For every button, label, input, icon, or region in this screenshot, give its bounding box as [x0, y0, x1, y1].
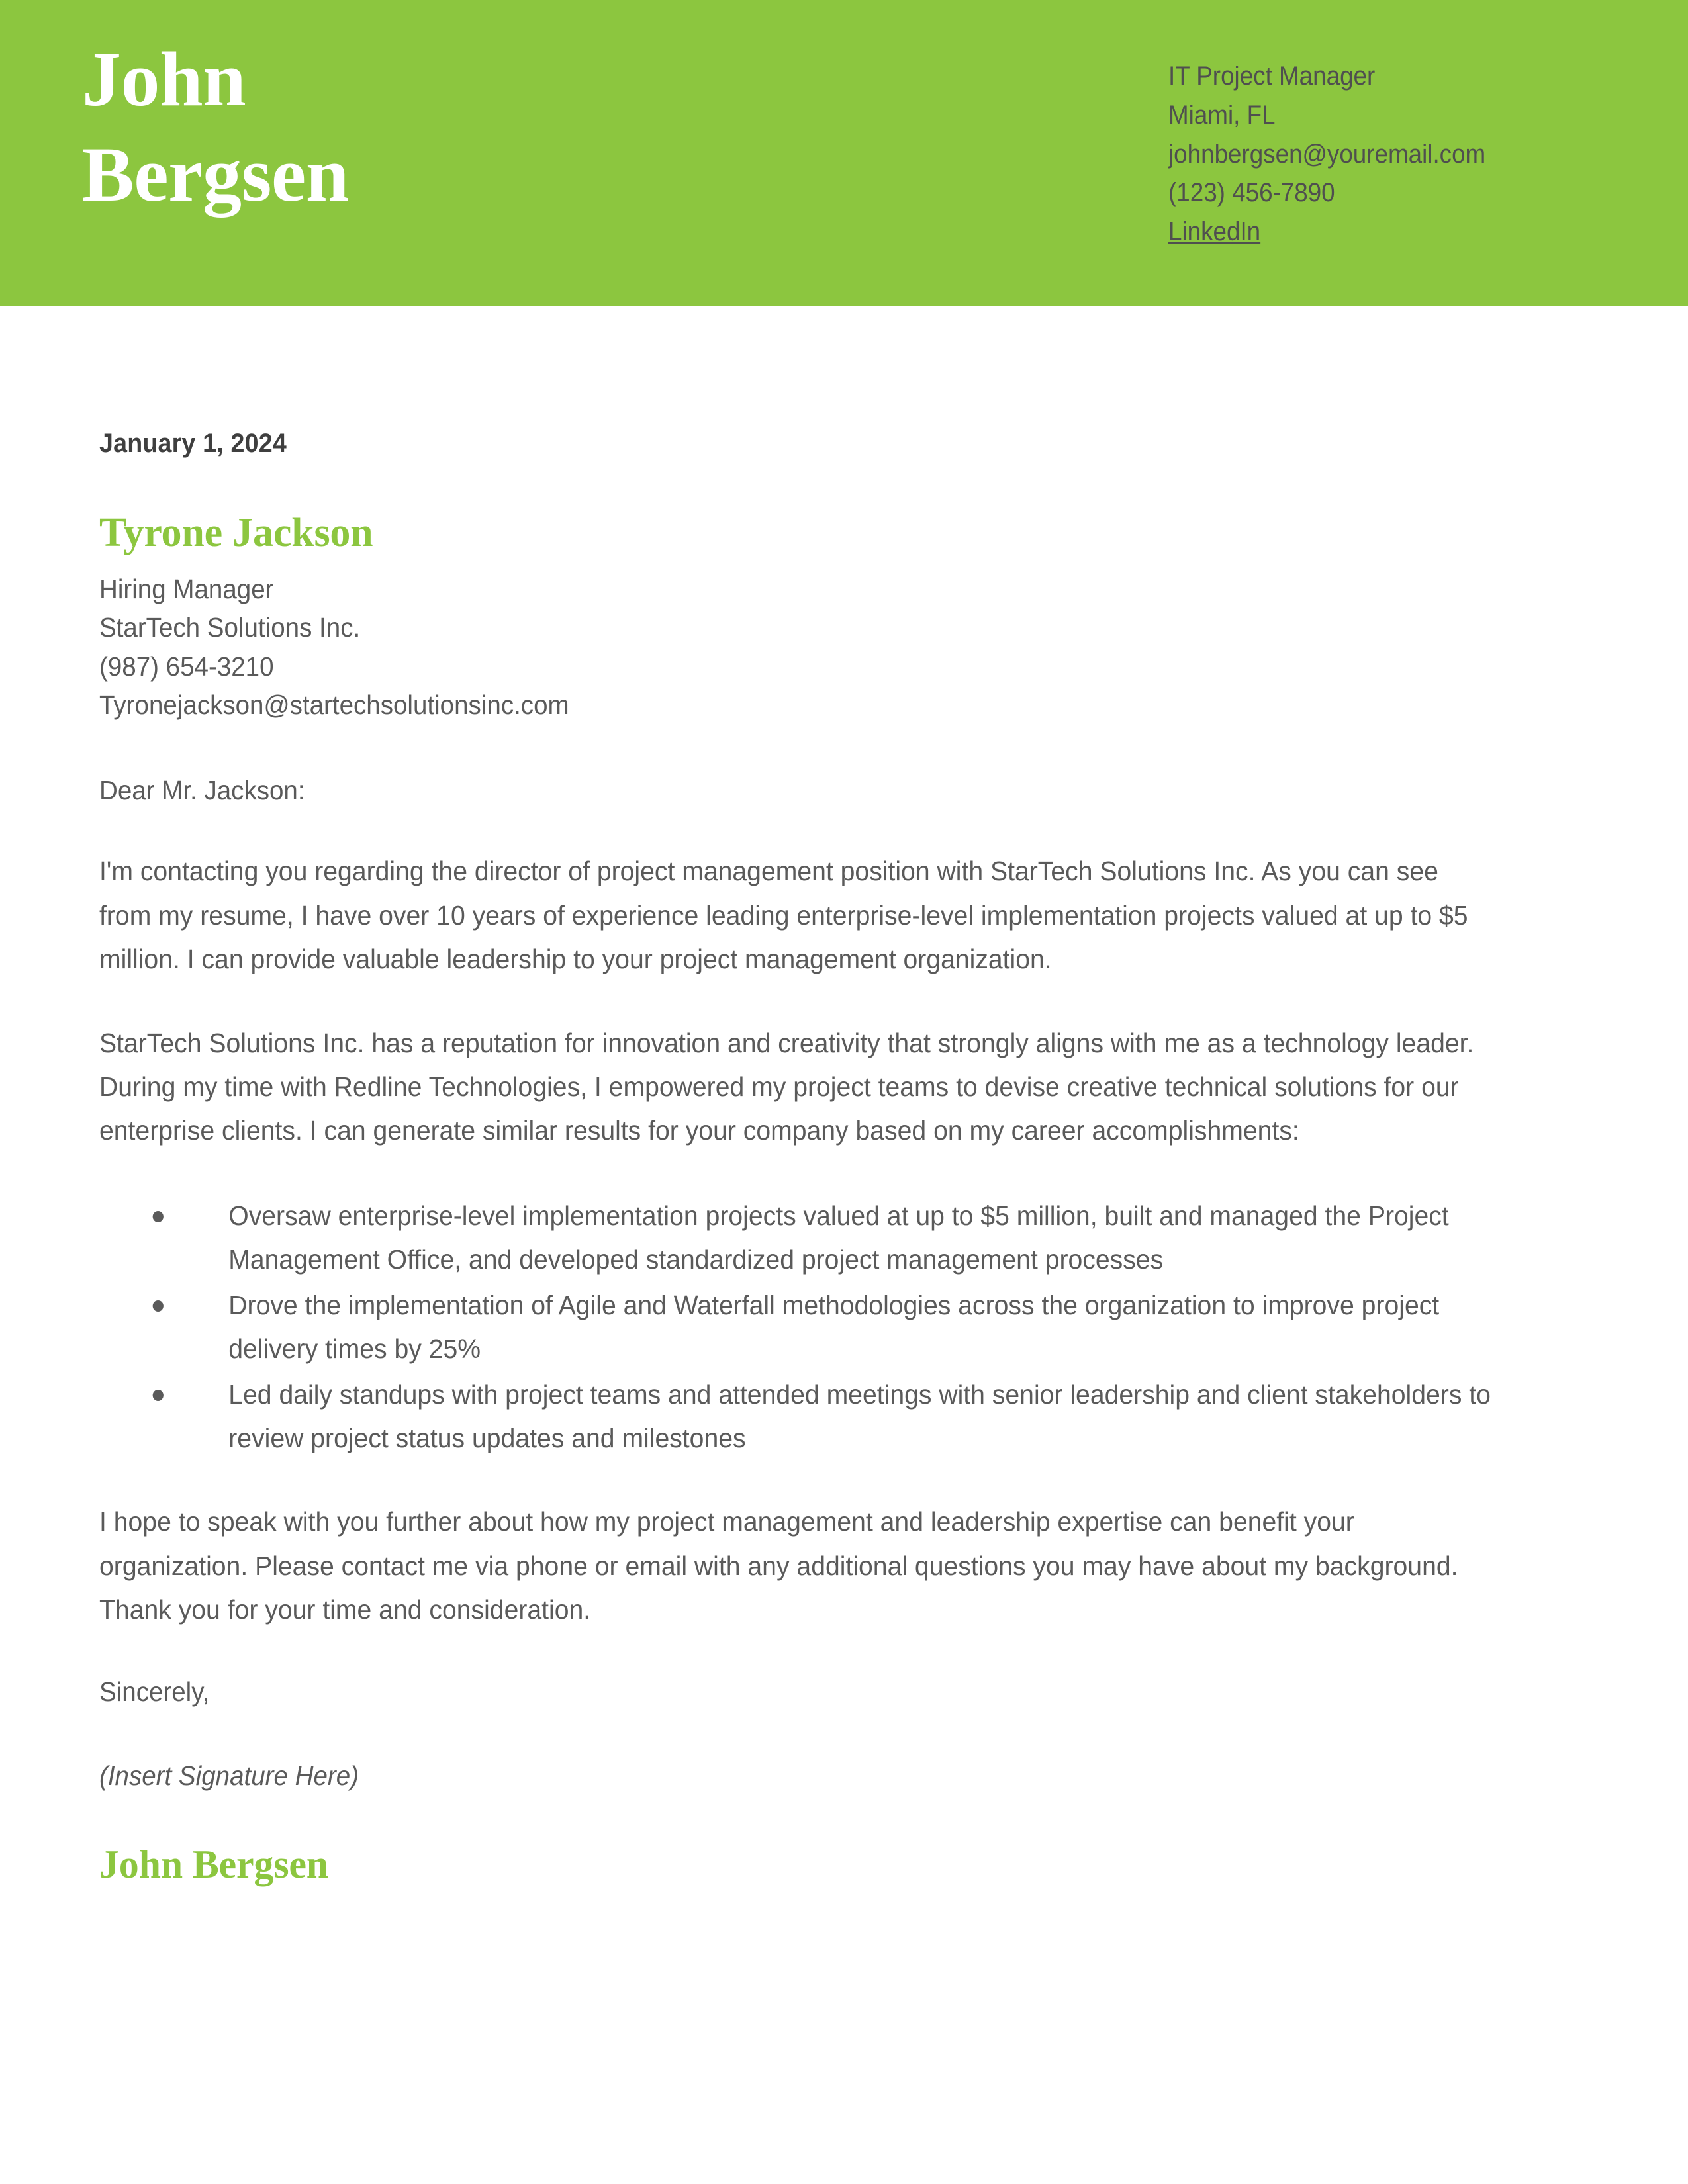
bullet-dot-icon	[153, 1300, 164, 1312]
signature-placeholder: (Insert Signature Here)	[99, 1760, 359, 1791]
signature-name: John Bergsen	[99, 1843, 328, 1887]
header-name-last: Bergsen	[82, 130, 349, 218]
letter-salutation: Dear Mr. Jackson:	[99, 775, 305, 806]
recipient-title: Hiring Manager	[99, 574, 274, 605]
header-candidate-name	[82, 32, 744, 222]
contact-job-title: IT Project Manager	[1168, 62, 1376, 91]
bullet-dot-icon	[153, 1211, 164, 1222]
list-item	[134, 1373, 1493, 1461]
letter-date: January 1, 2024	[99, 429, 287, 458]
header-name-first: John	[82, 36, 246, 122]
letter-body	[99, 429, 1529, 1886]
contact-email[interactable]: johnbergsen@youremail.com	[1168, 139, 1486, 169]
list-item	[134, 1194, 1493, 1282]
recipient-phone: (987) 654-3210	[99, 651, 274, 682]
contact-phone[interactable]: (123) 456-7890	[1168, 178, 1335, 208]
letter-paragraph-3: I hope to speak with you further about how my project management and leadership expertise can benefit your organization. Please contact me via phone or email with any additional questions you may have about my background. Thank you for your time and consideration.	[99, 1506, 1458, 1625]
letter-paragraph-2: StarTech Solutions Inc. has a reputation for innovation and creativity that strongly aligns with me as a technology leader. During my time with Redline Technologies, I empowered my project teams to devise creative technical solutions for our enterprise clients. I can generate similar results for your company based on my career accomplishments:	[99, 1027, 1474, 1146]
letter-paragraph-1: I'm contacting you regarding the director of project management position with StarTech Solutions Inc. As you can see from my resume, I have over 10 years of experience leading enterprise-level implementation projects valued at up to $5 million. I can provide valuable leadership to your project management organization.	[99, 856, 1468, 975]
header-inner	[0, 0, 1688, 306]
header-band	[0, 0, 1688, 306]
recipient-details	[99, 570, 1443, 724]
list-item	[134, 1283, 1493, 1371]
list-item-text: Drove the implementation of Agile and Waterfall methodologies across the organization to improve project delivery times by 25%	[228, 1289, 1440, 1365]
header-contact-block	[1168, 57, 1595, 251]
recipient-company: StarTech Solutions Inc.	[99, 612, 361, 643]
letter-closing: Sincerely,	[99, 1676, 210, 1707]
list-item-text: Led daily standups with project teams and attended meetings with senior leadership and client stakeholders to review project status updates and milestones	[228, 1379, 1491, 1453]
contact-location: Miami, FL	[1168, 100, 1276, 130]
recipient-email: Tyronejackson@startechsolutionsinc.com	[99, 689, 569, 720]
list-item-text: Oversaw enterprise-level implementation projects valued at up to $5 million, built and managed the Project Management Office, and developed standardized project management processes	[228, 1200, 1449, 1275]
contact-linkedin-link[interactable]: LinkedIn	[1168, 217, 1261, 247]
accomplishments-list	[134, 1194, 1557, 1460]
recipient-name: Tyrone Jackson	[99, 510, 373, 555]
bullet-dot-icon	[153, 1390, 164, 1401]
